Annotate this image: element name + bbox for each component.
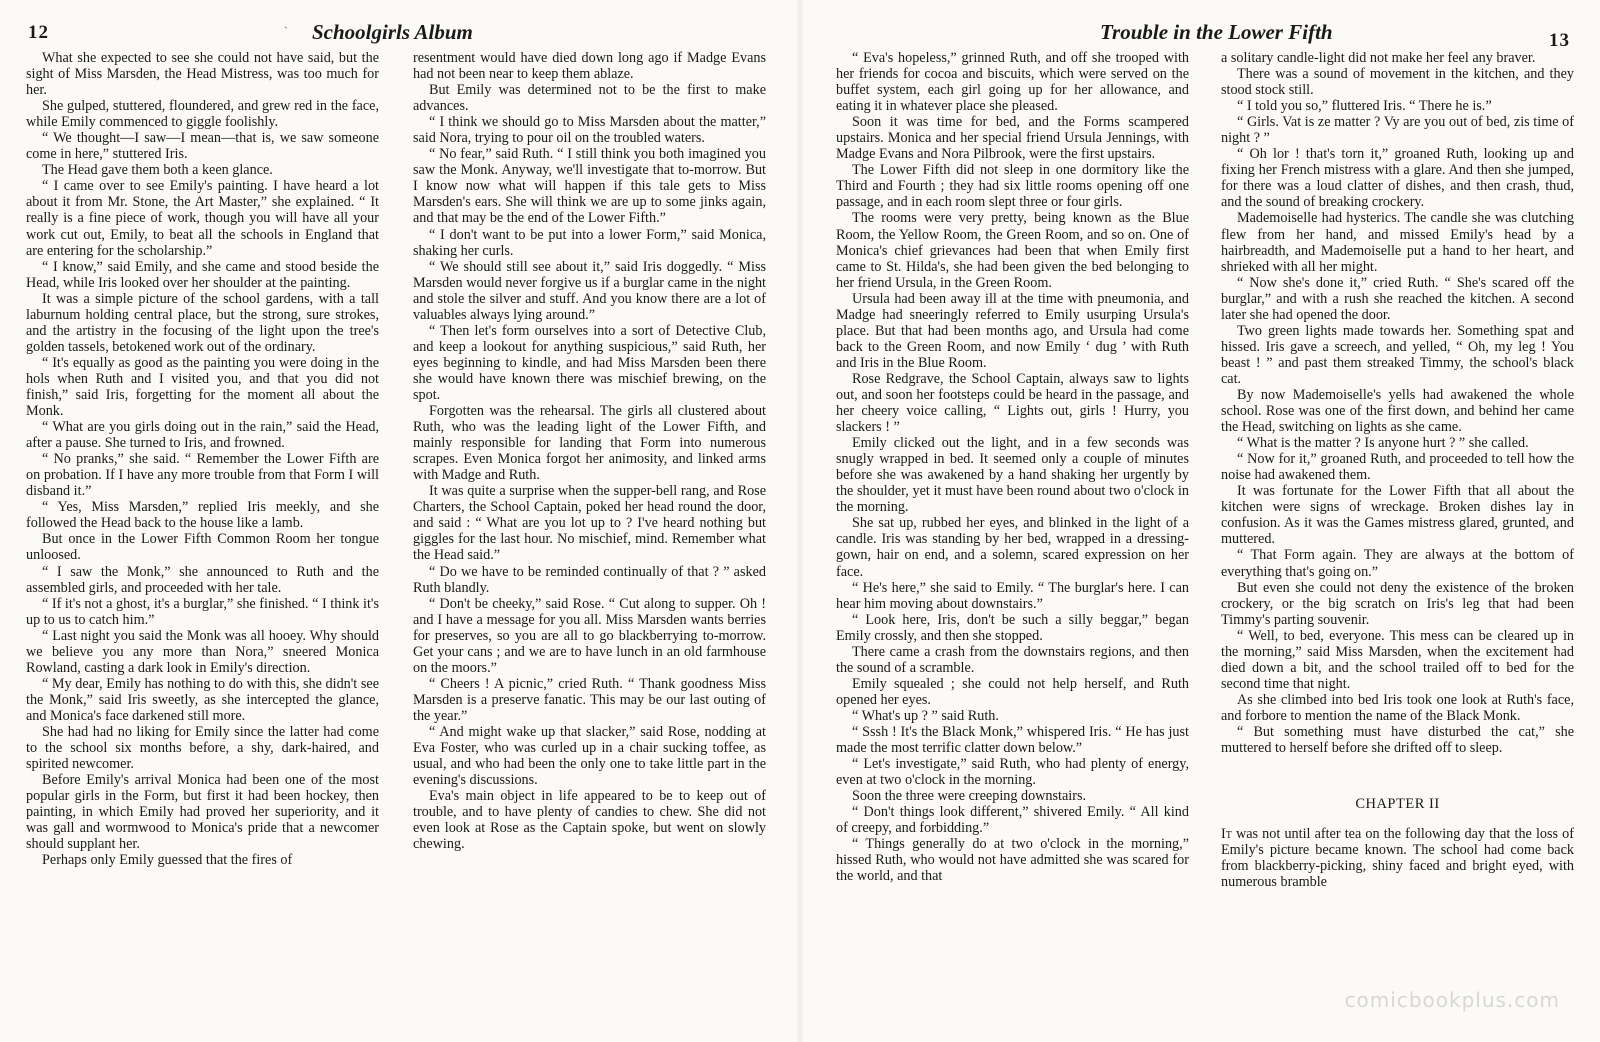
paragraph: resentment would have died down long ago if Madge Evans had not been near to keep them ablaze. [413, 50, 766, 83]
paragraph: “ What is the matter ? Is anyone hurt ? ” she called. [1237, 435, 1529, 452]
text-column-1 [26, 50, 379, 868]
paragraph: The Head gave them both a keen glance. [42, 162, 273, 179]
paragraph: She had had no liking for Emily since the latter had come to the school six months before, a shy, dark-haired, and spirited newcomer. [26, 723, 379, 773]
paragraph: “ Do we have to be reminded continually of that ? ” asked Ruth blandly. [413, 563, 766, 596]
paragraph: Rose Redgrave, the School Captain, always saw to lights out, and soon her footsteps could be heard in the passage, and her cheery voice calling, “ Lights out, girls ! Hurry, you slackers ! ” [836, 370, 1189, 436]
paragraph: a solitary candle-light did not make her feel any braver. [1221, 50, 1536, 66]
paragraph: As she climbed into bed Iris took one look at Ruth's face, and forbore to mention the name of the Black Monk. [1221, 691, 1574, 724]
paragraph: “ Yes, Miss Marsden,” replied Iris meekly, and she followed the Head back to the house like a lamb. [26, 499, 379, 532]
paragraph: “ We thought—I saw—I mean—that is, we saw someone come in here,” stuttered Iris. [26, 130, 379, 163]
paragraph: “ Last night you said the Monk was all hooey. Why should we believe you any more than Nora,” sneered Monica Rowland, casting a dark look in Emily's direction. [26, 627, 379, 676]
paragraph: “ We should still see about it,” said Iris doggedly. “ Miss Marsden would never forgive us if a burglar came in the night and stole the silver and stuff. And you know there are a lot of valuables always lying around.” [413, 258, 766, 323]
chapter-opening-text: was not until after tea on the following day that the loss of Emily's picture became known. The school had come back from blackberry-picking, shiny faced and bright eyed, with numerous bramble [1221, 826, 1574, 891]
paragraph: “ I saw the Monk,” she announced to Ruth and the assembled girls, and proceeded with her tale. [26, 563, 379, 596]
left-page-header [26, 0, 766, 50]
paragraph: But even she could not deny the existence of the broken crockery, or the big scratch on Iris's leg that had been Timmy's parting souvenir. [1221, 579, 1574, 628]
paragraph: Before Emily's arrival Monica had been one of the most popular girls in the Form, but first it had been hockey, then painting, in which Emily had proved her superiority, and it was gall and wormwood to Monica's pride that a newcomer should supplant her. [26, 772, 379, 853]
paragraph: “ I know,” said Emily, and she came and stood beside the Head, while Iris looked over her shoulder at the painting. [26, 258, 379, 291]
paragraph: Emily clicked out the light, and in a few seconds was snugly wrapped in bed. It seemed only a couple of minutes before she was awakened by a hand shaking her urgently by the shoulder, yet it must have been round about two o'clock in the morning. [836, 435, 1189, 516]
paragraph: “ Then let's form ourselves into a sort of Detective Club, and keep a lookout for anything suspicious,” said Ruth, her eyes beginning to kindle, and had Miss Marsden been there she would have known there was mischief brewing, on the spot. [413, 322, 766, 403]
paragraph: “ That Form again. They are always at the bottom of everything that's going on.” [1221, 547, 1574, 580]
paragraph: But once in the Lower Fifth Common Room her tongue unloosed. [26, 531, 379, 564]
paragraph: Emily squealed ; she could not help herself, and Ruth opened her eyes. [836, 675, 1189, 708]
text-column-2 [413, 50, 766, 868]
paragraph: “ What are you girls doing out in the rain,” said the Head, after a pause. She turned to Iris, and frowned. [26, 419, 379, 452]
paragraph: “ Sssh ! It's the Black Monk,” whispered Iris. “ He has just made the most terrific clatter down below.” [836, 723, 1189, 757]
paragraph: “ And might wake up that slacker,” said Rose, nodding at Eva Foster, who was curled up in a chair sucking toffee, as usual, and who had been the only one to take little part in the evening's discussions. [413, 723, 766, 789]
chapter-initial: It [1221, 826, 1232, 843]
right-page-header [836, 0, 1574, 50]
text-column-1 [836, 50, 1189, 890]
watermark: comicbookplus.com [1344, 988, 1560, 1012]
paragraph: Forgotten was the rehearsal. The girls all clustered about Ruth, who was the leading light of the Lower Fifth, and mainly responsible for landing that Form into numerous scrapes. Even Monica forgot her animosity, and linked arms with Madge and Ruth. [413, 403, 766, 484]
paragraph: She sat up, rubbed her eyes, and blinked in the light of a candle. Iris was standing by her bed, wrapped in a dressing-gown, hair on end, and a solemn, scared expression on her face. [836, 515, 1189, 580]
page-number: 13 [1549, 30, 1570, 51]
paragraph: “ I don't want to be put into a lower Form,” said Monica, shaking her curls. [413, 226, 766, 259]
paragraph: There was a sound of movement in the kitchen, and they stood stock still. [1221, 66, 1574, 99]
paragraph: “ Don't be cheeky,” said Rose. “ Cut along to supper. Oh ! and I have a message for you all. Miss Marsden wants berries for preserves, so you are all to go blackberrying to-morrow. Get your cans ; and we are to have lunch in an old farmhouse on the moors.” [413, 595, 766, 676]
left-page-columns [26, 50, 766, 868]
running-title: Trouble in the Lower Fifth [1100, 20, 1333, 44]
paragraph: Soon the three were creeping downstairs. [852, 788, 1087, 805]
text-column-2 [1221, 50, 1574, 890]
paragraph: “ I think we should go to Miss Marsden about the matter,” said Nora, trying to pour oil on the troubled waters. [413, 114, 766, 147]
paragraph: “ Let's investigate,” said Ruth, who had plenty of energy, even at two o'clock in the morning. [836, 756, 1189, 789]
paragraph: “ Things generally do at two o'clock in the morning,” hissed Ruth, who would not have admitted she was scared for the world, and that [836, 836, 1189, 885]
paragraph: The rooms were very pretty, being known as the Blue Room, the Yellow Room, the Green Room, and so on. One of Monica's chief grievances had been that when Emily first came to St. Hilda's, she had been given the bed belonging to her friend Ursula, in the Green Room. [836, 210, 1189, 291]
paragraph: But Emily was determined not to be the first to make advances. [413, 82, 766, 115]
paragraph: “ Eva's hopeless,” grinned Ruth, and off she trooped with her friends for cocoa and biscuits, which were served on the buffet system, each girl going up for her allowance, and eating it in whatever place she pleased. [836, 50, 1189, 115]
chapter-opening-paragraph [1221, 826, 1574, 890]
paragraph: By now Mademoiselle's yells had awakened the whole school. Rose was one of the first down, and behind her came the Head, switching on lights as she came. [1221, 386, 1574, 436]
paragraph: “ Girls. Vat is ze matter ? Vy are you out of bed, zis time of night ? ” [1221, 114, 1574, 147]
paragraph: Eva's main object in life appeared to be to keep out of trouble, and to have plenty of candies to chew. She did not even look at Rose as the Captain spoke, but went on slowly chewing. [413, 788, 766, 853]
paragraph: Soon it was time for bed, and the Forms scampered upstairs. Monica and her special friend Ursula Jennings, with Madge Evans and Nora Pilbrook, were the first upstairs. [836, 114, 1189, 163]
right-page-columns [836, 50, 1574, 890]
paragraph: “ I told you so,” fluttered Iris. “ There he is.” [1237, 98, 1492, 115]
paragraph: “ I came over to see Emily's painting. I have heard a lot about it from Mr. Stone, the Art Master,” she explained. “ It really is a fine piece of work, though you will have all your work cut out, Emily, to beat all the schools in England that are entering for the scholarship.” [26, 178, 379, 259]
paragraph: “ What's up ? ” said Ruth. [852, 707, 999, 724]
paragraph: “ No fear,” said Ruth. “ I still think you both imagined you saw the Monk. Anyway, we'll investigate that to-morrow. But I know now what will happen if this tale gets to Miss Marsden's ears. She will think we are up to some jinks again, and that may be the end of the Lower Fifth.” [413, 146, 766, 227]
paragraph: “ Cheers ! A picnic,” cried Ruth. “ Thank goodness Miss Marsden is a preserve fanatic. This may be our last outing of the year.” [413, 675, 766, 724]
paragraph: Mademoiselle had hysterics. The candle she was clutching flew from her hand, and missed Emily's head by a hairbreadth, and Mademoiselle put a hand to her heart, and shrieked with all her might. [1221, 210, 1574, 275]
paragraph: “ It's equally as good as the painting you were doing in the hols when Ruth and I visited you, and that you did not finish,” said Iris, forgetting for the moment all about the Monk. [26, 354, 379, 420]
paragraph: It was quite a surprise when the supper-bell rang, and Rose Charters, the School Captain, poked her head round the door, and said : “ What are you lot up to ? I've heard nothing but giggles for the last hour. No mischief, mind. Remember what the Head said.” [413, 483, 766, 564]
page-number: 12 [28, 22, 49, 43]
paragraph: Perhaps only Emily guessed that the fires of [42, 852, 293, 869]
paragraph: “ Now for it,” groaned Ruth, and proceeded to tell how the noise had awakened them. [1221, 451, 1574, 484]
paragraph: The Lower Fifth did not sleep in one dormitory like the Third and Fourth ; they had six little rooms opening off one passage, and in each room slept three or four girls. [836, 162, 1189, 211]
paragraph: What she expected to see she could not have said, but the sight of Miss Marsden, the Head Mistress, was too much for her. [26, 50, 379, 99]
paragraph: There came a crash from the downstairs regions, and then the sound of a scramble. [836, 643, 1189, 676]
paragraph: “ Look here, Iris, don't be such a silly beggar,” began Emily crossly, and then she stopped. [836, 611, 1189, 644]
paragraph: It was fortunate for the Lower Fifth that all about the kitchen were signs of wreckage. Broken dishes lay in confusion. As it was the Games mistress glared, grunted, and muttered. [1221, 483, 1574, 548]
paragraph: “ No pranks,” she said. “ Remember the Lower Fifth are on probation. If I have any more trouble from that Form I will disband it.” [26, 451, 379, 500]
chapter-heading: CHAPTER II [1355, 796, 1440, 813]
paragraph: “ Oh lor ! that's torn it,” groaned Ruth, looking up and fixing her French mistress with a glare. And then she jumped, for there was a loud clatter of dishes, and then crash, thud, and the sound of breaking crockery. [1221, 146, 1574, 211]
paragraph: She gulped, stuttered, floundered, and grew red in the face, while Emily commenced to giggle foolishly. [26, 98, 379, 131]
paragraph: Two green lights made towards her. Something spat and hissed. Iris gave a screech, and yelled, “ Oh, my leg ! You beast ! ” and past them streaked Timmy, the school's black cat. [1221, 322, 1574, 387]
paragraph: “ Now she's done it,” cried Ruth. “ She's scared off the burglar,” and with a rush she reached the kitchen. A second later she had opened the door. [1221, 274, 1574, 323]
paragraph: “ But something must have disturbed the cat,” she muttered to herself before she drifted off to sleep. [1221, 723, 1574, 757]
paragraph-group [1221, 50, 1574, 756]
paragraph: Ursula had been away ill at the time with pneumonia, and Madge had sneeringly referred to Emily usurping Ursula's place. But that had been months ago, and Ursula had come back to the Green Room, and now Emily ‘ dug ’ with Ruth and Iris in the Blue Room. [836, 290, 1189, 371]
paragraph: It was a simple picture of the school gardens, with a tall laburnum holding central place, but the strong, sure strokes, and the artistry in the focusing of the light upon the tree's golden tassels, betokened work out of the ordinary. [26, 290, 379, 355]
paragraph: “ If it's not a ghost, it's a burglar,” she finished. “ I think it's up to us to catch him.” [26, 595, 379, 628]
running-title: Schoolgirls Album [312, 20, 473, 44]
printer-tick-mark: ` [284, 24, 288, 38]
paragraph: “ Don't things look different,” shivered Emily. “ All kind of creepy, and forbidding.” [836, 804, 1189, 837]
paragraph: “ Well, to bed, everyone. This mess can be cleared up in the morning,” said Miss Marsden, when the excitement had died down a bit, and the school trailed off to bed for the second time that night. [1221, 627, 1574, 692]
paragraph: “ My dear, Emily has nothing to do with this, she didn't see the Monk,” said Iris sweetly, as she intercepted the glance, and Monica's face darkened still more. [26, 675, 379, 724]
paragraph: “ He's here,” she said to Emily. “ The burglar's here. I can hear him moving about downstairs.” [836, 579, 1189, 612]
right-page [800, 0, 1600, 1042]
